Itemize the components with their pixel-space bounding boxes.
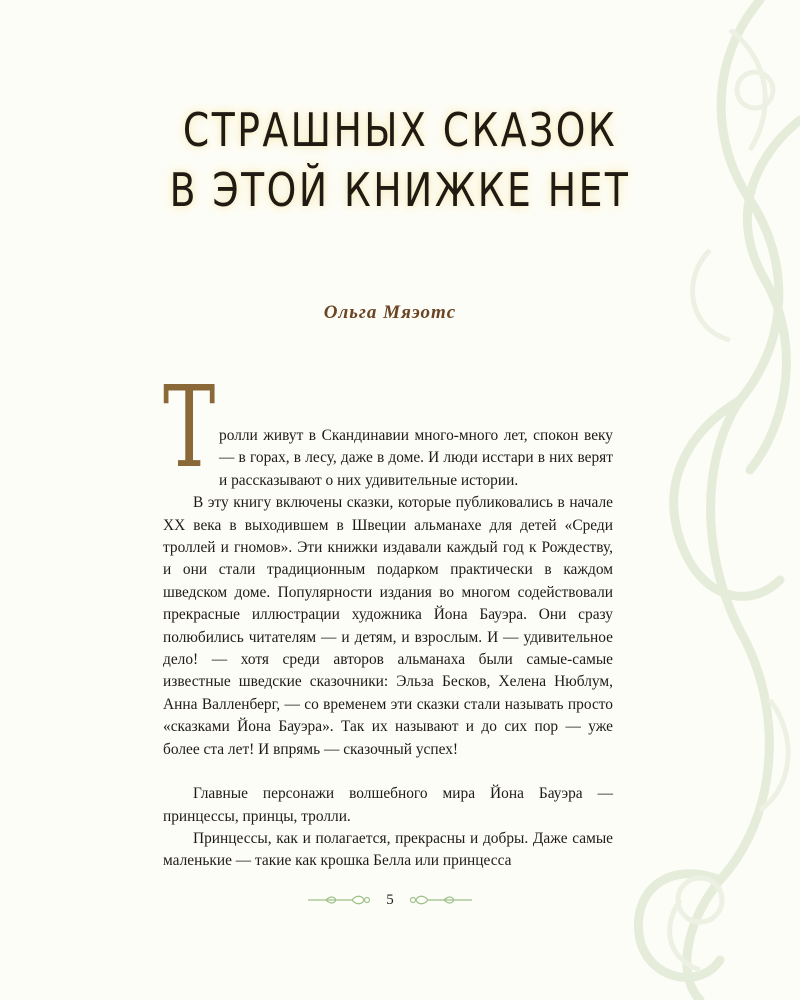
title-line-2: В ЭТОЙ КНИЖКЕ НЕТ [169,163,631,217]
left-flourish-icon [306,893,372,907]
title-line-1: СТРАШНЫХ СКАЗОК [182,103,618,157]
article-body [163,363,613,873]
page-title [72,100,728,220]
page-footer [300,888,480,912]
right-flourish-icon [408,893,474,907]
author-name: Ольга Мяэотс [323,302,457,323]
page-number: 5 [386,891,394,908]
paragraph-1 [163,363,613,493]
paragraph-3: Главные персонажи волшебного мира Йона Бауэра — принцессы, принцы, тролли. [163,785,613,825]
paragraph-2: В эту книгу включены сказки, которые публиковались в начале XX века в выходившем в Швеции альманахе для детей «Среди троллей и гномов». Эти книжки издавали каждый год к Рождеству, и они стали традиционным подарком практически в каждом шведском доме. Популярности издания во многом содействовали прекрасные иллюстрации художника Йона Бауэра. Они сразу полюбились читателям — и детям, и взрослым. И — удивительное дело! — хотя среди авторов альманаха были самые-самые известные шведские сказочники: Эльза Бесков, Хелена Нюблум, Анна Валленберг, — со временем эти сказки стали называть просто «сказками Йона Бауэра». Так их называют и до сих пор — уже более ста лет! И впрямь — сказочный успех! [163,494,613,758]
drop-cap: Т [163,363,216,493]
paragraph-4: Принцессы, как и полагается, прекрасны и добры. Даже самые маленькие — такие как крошка Белла или принцесса [163,829,613,870]
paragraph-1-text: ролли живут в Скандинавии много-много лет, спокон веку — в горах, в лесу, даже в доме. И люди исстари в них верят и рассказывают о них удивительные истории. [219,427,613,489]
